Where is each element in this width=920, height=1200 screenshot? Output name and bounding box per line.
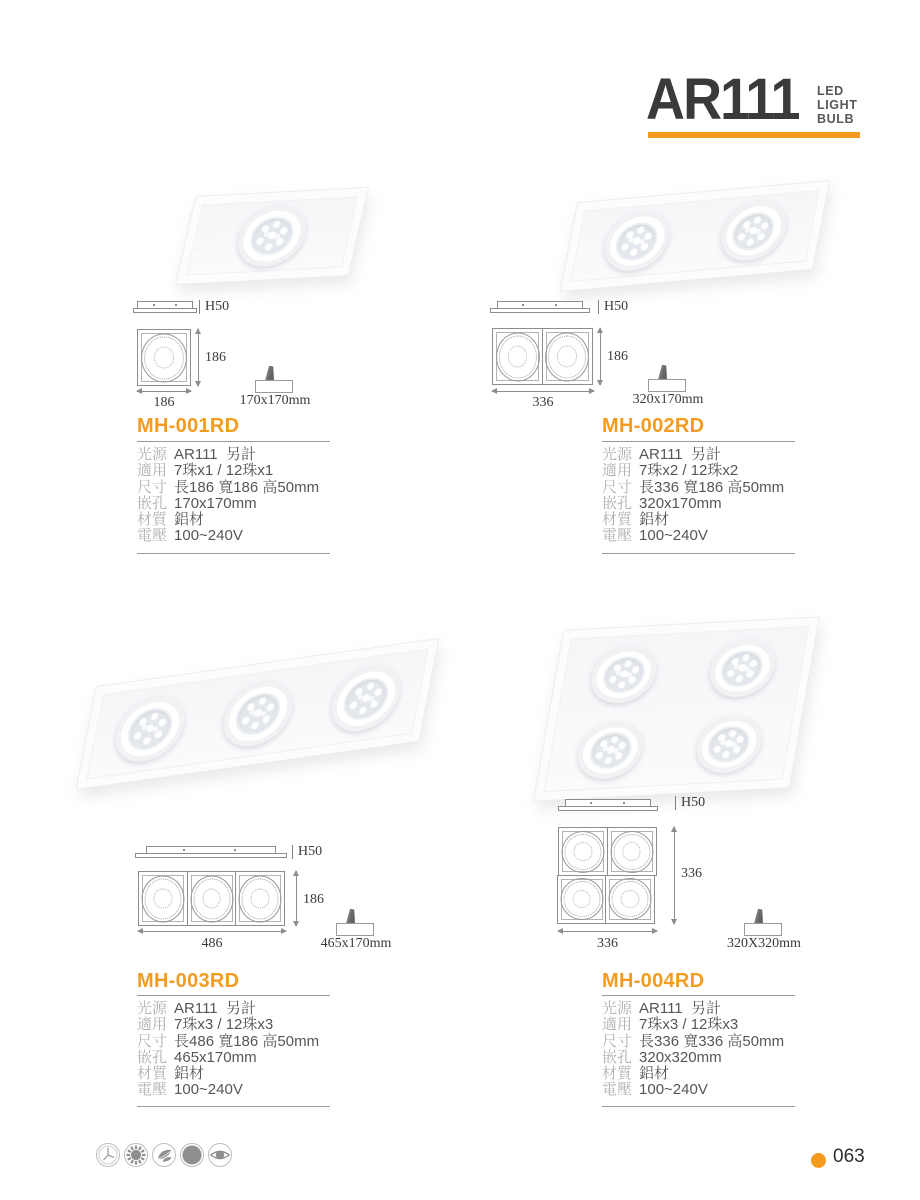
height-dimension — [199, 299, 229, 315]
spec-value: AR111 另計 — [639, 446, 721, 463]
product-photo — [548, 180, 833, 292]
front-view-unit — [138, 871, 188, 926]
spec-list — [602, 447, 812, 545]
spec-row — [602, 1017, 812, 1033]
dimension-tick — [598, 300, 599, 314]
fixture-body — [533, 616, 820, 801]
spec-label: 材質 — [602, 511, 633, 529]
product-photo — [510, 608, 820, 808]
h50-label: H50 — [205, 299, 230, 314]
clock-icon — [95, 1142, 121, 1168]
cutout-diagram — [630, 364, 706, 410]
front-view-unit — [557, 875, 607, 924]
spec-row — [602, 1034, 812, 1050]
height-dimension — [675, 795, 705, 811]
spec-value: 鋁材 — [174, 1065, 205, 1083]
spec-label: 尺寸 — [137, 1032, 168, 1050]
front-view-diagram — [137, 329, 191, 386]
dimension-line — [296, 871, 297, 926]
page-number-dot — [811, 1153, 826, 1168]
front-view-unit — [137, 329, 191, 386]
spec-value: 7珠x3 / 12珠x3 — [174, 1016, 274, 1034]
spec-value: 長186 寬186 高50mm — [174, 478, 320, 496]
spec-label: 電壓 — [602, 527, 633, 545]
product-model: MH-001RD — [137, 415, 240, 437]
spec-row — [137, 447, 347, 463]
spec-row — [137, 480, 347, 496]
spec-row — [137, 496, 347, 512]
front-width-label: 336 — [532, 395, 554, 410]
spec-label: 嵌孔 — [602, 494, 633, 512]
spec-value: AR111 另計 — [174, 1000, 256, 1017]
divider — [602, 553, 795, 554]
side-profile-diagram — [135, 846, 287, 859]
spec-row — [602, 1001, 812, 1017]
spec-row — [137, 463, 347, 479]
led-lens — [729, 210, 777, 251]
accent-bar — [648, 132, 860, 138]
spec-row — [137, 512, 347, 528]
cutout-slot — [744, 923, 782, 936]
spec-row — [137, 1034, 347, 1050]
product-photo — [173, 183, 378, 291]
cutout-slot — [255, 380, 293, 393]
spec-label: 電壓 — [137, 1081, 168, 1099]
side-profile-diagram — [490, 301, 590, 314]
front-view-unit — [607, 827, 657, 876]
divider — [602, 995, 795, 996]
front-view-diagram — [138, 871, 285, 926]
front-view-unit — [542, 328, 593, 385]
spec-label: 嵌孔 — [602, 1048, 633, 1066]
divider — [137, 441, 330, 442]
height-dimension — [598, 299, 628, 315]
feature-icons — [95, 1142, 233, 1168]
spec-label: 光源 — [602, 446, 633, 463]
side-profile-diagram — [133, 301, 197, 314]
divider — [137, 995, 330, 996]
spec-row — [602, 1082, 812, 1098]
spec-label: 材質 — [137, 1065, 168, 1083]
side-profile-diagram — [558, 799, 658, 811]
cutout-diagram — [726, 908, 802, 954]
divider — [137, 1106, 330, 1107]
fixture-body — [175, 187, 369, 285]
subtitle-line: LED — [817, 84, 844, 98]
dimension-tick — [292, 845, 293, 859]
dimension-line — [558, 931, 657, 932]
front-width-label: 336 — [597, 936, 618, 951]
front-view-unit — [235, 871, 285, 926]
product-photo — [60, 622, 435, 802]
spec-label: 適用 — [137, 462, 168, 480]
front-view-diagram — [558, 827, 658, 922]
dimension-line — [674, 827, 675, 924]
spec-row — [602, 512, 812, 528]
cutout-diagram — [237, 365, 313, 411]
spec-label: 光源 — [137, 1000, 168, 1017]
spec-value: 100~240V — [174, 527, 243, 545]
led-lens — [124, 705, 176, 753]
spec-label: 適用 — [602, 1016, 633, 1034]
dimension-line — [492, 391, 594, 392]
spec-label: 尺寸 — [602, 1032, 633, 1050]
disc-icon — [179, 1142, 205, 1168]
led-lens — [587, 731, 634, 770]
spec-value: 320x170mm — [639, 494, 722, 512]
cutout-dimension-label: 170x170mm — [239, 393, 311, 408]
front-height-label: 186 — [607, 349, 628, 364]
spec-value: AR111 另計 — [639, 1000, 721, 1017]
spec-row — [137, 1082, 347, 1098]
spec-value: 7珠x3 / 12珠x3 — [639, 1016, 739, 1034]
spec-list — [137, 1001, 347, 1099]
product-model: MH-003RD — [137, 970, 240, 992]
dimension-tick — [199, 300, 200, 314]
divider — [137, 553, 330, 554]
led-lens — [613, 220, 661, 261]
cutout-slot — [648, 379, 686, 392]
spec-label: 光源 — [602, 1000, 633, 1017]
spec-value: 100~240V — [639, 1081, 708, 1099]
h50-label: H50 — [298, 844, 323, 859]
spec-value: 100~240V — [174, 1081, 243, 1099]
spec-value: AR111 另計 — [174, 446, 256, 463]
dimension-line — [600, 328, 601, 385]
led-lens — [719, 649, 766, 688]
spec-label: 適用 — [137, 1016, 168, 1034]
leaf-icon — [151, 1142, 177, 1168]
fixture-body — [76, 638, 440, 790]
spec-label: 適用 — [602, 462, 633, 480]
cutout-slot — [336, 923, 374, 936]
h50-label: H50 — [681, 795, 706, 810]
spec-value: 7珠x2 / 12珠x2 — [639, 462, 739, 480]
product-model: MH-002RD — [602, 415, 705, 437]
page-title: AR111 — [646, 67, 799, 132]
spec-label: 光源 — [137, 446, 168, 463]
spec-value: 長486 寬186 高50mm — [174, 1032, 320, 1050]
spec-row — [137, 528, 347, 544]
spec-row — [602, 1066, 812, 1082]
spec-row — [602, 528, 812, 544]
front-height-label: 336 — [681, 866, 702, 881]
front-height-label: 186 — [303, 892, 324, 907]
spec-row — [137, 1017, 347, 1033]
subtitle-line: LIGHT — [817, 97, 858, 112]
led-lens — [232, 690, 284, 738]
cutout-diagram — [318, 908, 394, 954]
spec-label: 尺寸 — [137, 478, 168, 496]
product-model: MH-004RD — [602, 970, 705, 992]
dimension-tick — [675, 796, 676, 810]
h50-label: H50 — [604, 299, 629, 314]
led-lens — [340, 675, 392, 723]
front-height-label: 186 — [205, 350, 226, 365]
spec-value: 320x320mm — [639, 1048, 722, 1066]
spec-row — [602, 447, 812, 463]
spec-label: 電壓 — [137, 527, 168, 545]
spec-value: 100~240V — [639, 527, 708, 545]
front-width-label: 486 — [201, 936, 223, 951]
spec-label: 材質 — [602, 1065, 633, 1083]
cutout-dimension-label: 320x170mm — [632, 392, 704, 407]
page-subtitle — [817, 85, 858, 126]
spec-label: 嵌孔 — [137, 1048, 168, 1066]
spec-row — [602, 480, 812, 496]
spec-value: 長336 寬186 高50mm — [639, 478, 785, 496]
fixture-body — [560, 180, 831, 292]
divider — [602, 441, 795, 442]
front-view-diagram — [492, 328, 593, 385]
eye-icon — [207, 1142, 233, 1168]
dimension-line — [137, 391, 191, 392]
spec-value: 鋁材 — [639, 1065, 670, 1083]
spec-list — [137, 447, 347, 545]
dimension-line — [198, 329, 199, 386]
spec-value: 長336 寬336 高50mm — [639, 1032, 785, 1050]
spec-value: 鋁材 — [639, 511, 670, 529]
led-lens — [600, 655, 647, 694]
cutout-dimension-label: 320X320mm — [727, 936, 801, 951]
led-lens — [247, 216, 298, 257]
dimension-line — [138, 931, 286, 932]
front-width-label: 186 — [153, 395, 175, 410]
spec-label: 電壓 — [602, 1081, 633, 1099]
led-lens — [705, 725, 752, 764]
height-dimension — [292, 844, 322, 860]
spec-row — [602, 1050, 812, 1066]
subtitle-line: BULB — [817, 111, 855, 126]
spec-label: 材質 — [137, 511, 168, 529]
spec-row — [137, 1066, 347, 1082]
spec-value: 鋁材 — [174, 511, 205, 529]
front-view-unit — [558, 827, 608, 876]
spec-row — [137, 1050, 347, 1066]
front-view-unit — [187, 871, 237, 926]
cutout-dimension-label: 465x170mm — [320, 936, 392, 951]
spec-label: 尺寸 — [602, 478, 633, 496]
divider — [602, 1106, 795, 1107]
spec-value: 7珠x1 / 12珠x1 — [174, 462, 274, 480]
front-view-unit — [492, 328, 543, 385]
sun-icon — [123, 1142, 149, 1168]
front-view-unit — [605, 875, 655, 924]
spec-value: 170x170mm — [174, 494, 257, 512]
spec-row — [137, 1001, 347, 1017]
spec-value: 465x170mm — [174, 1048, 257, 1066]
spec-list — [602, 1001, 812, 1099]
page-number: 063 — [833, 1146, 865, 1167]
spec-label: 嵌孔 — [137, 494, 168, 512]
spec-row — [602, 463, 812, 479]
spec-row — [602, 496, 812, 512]
